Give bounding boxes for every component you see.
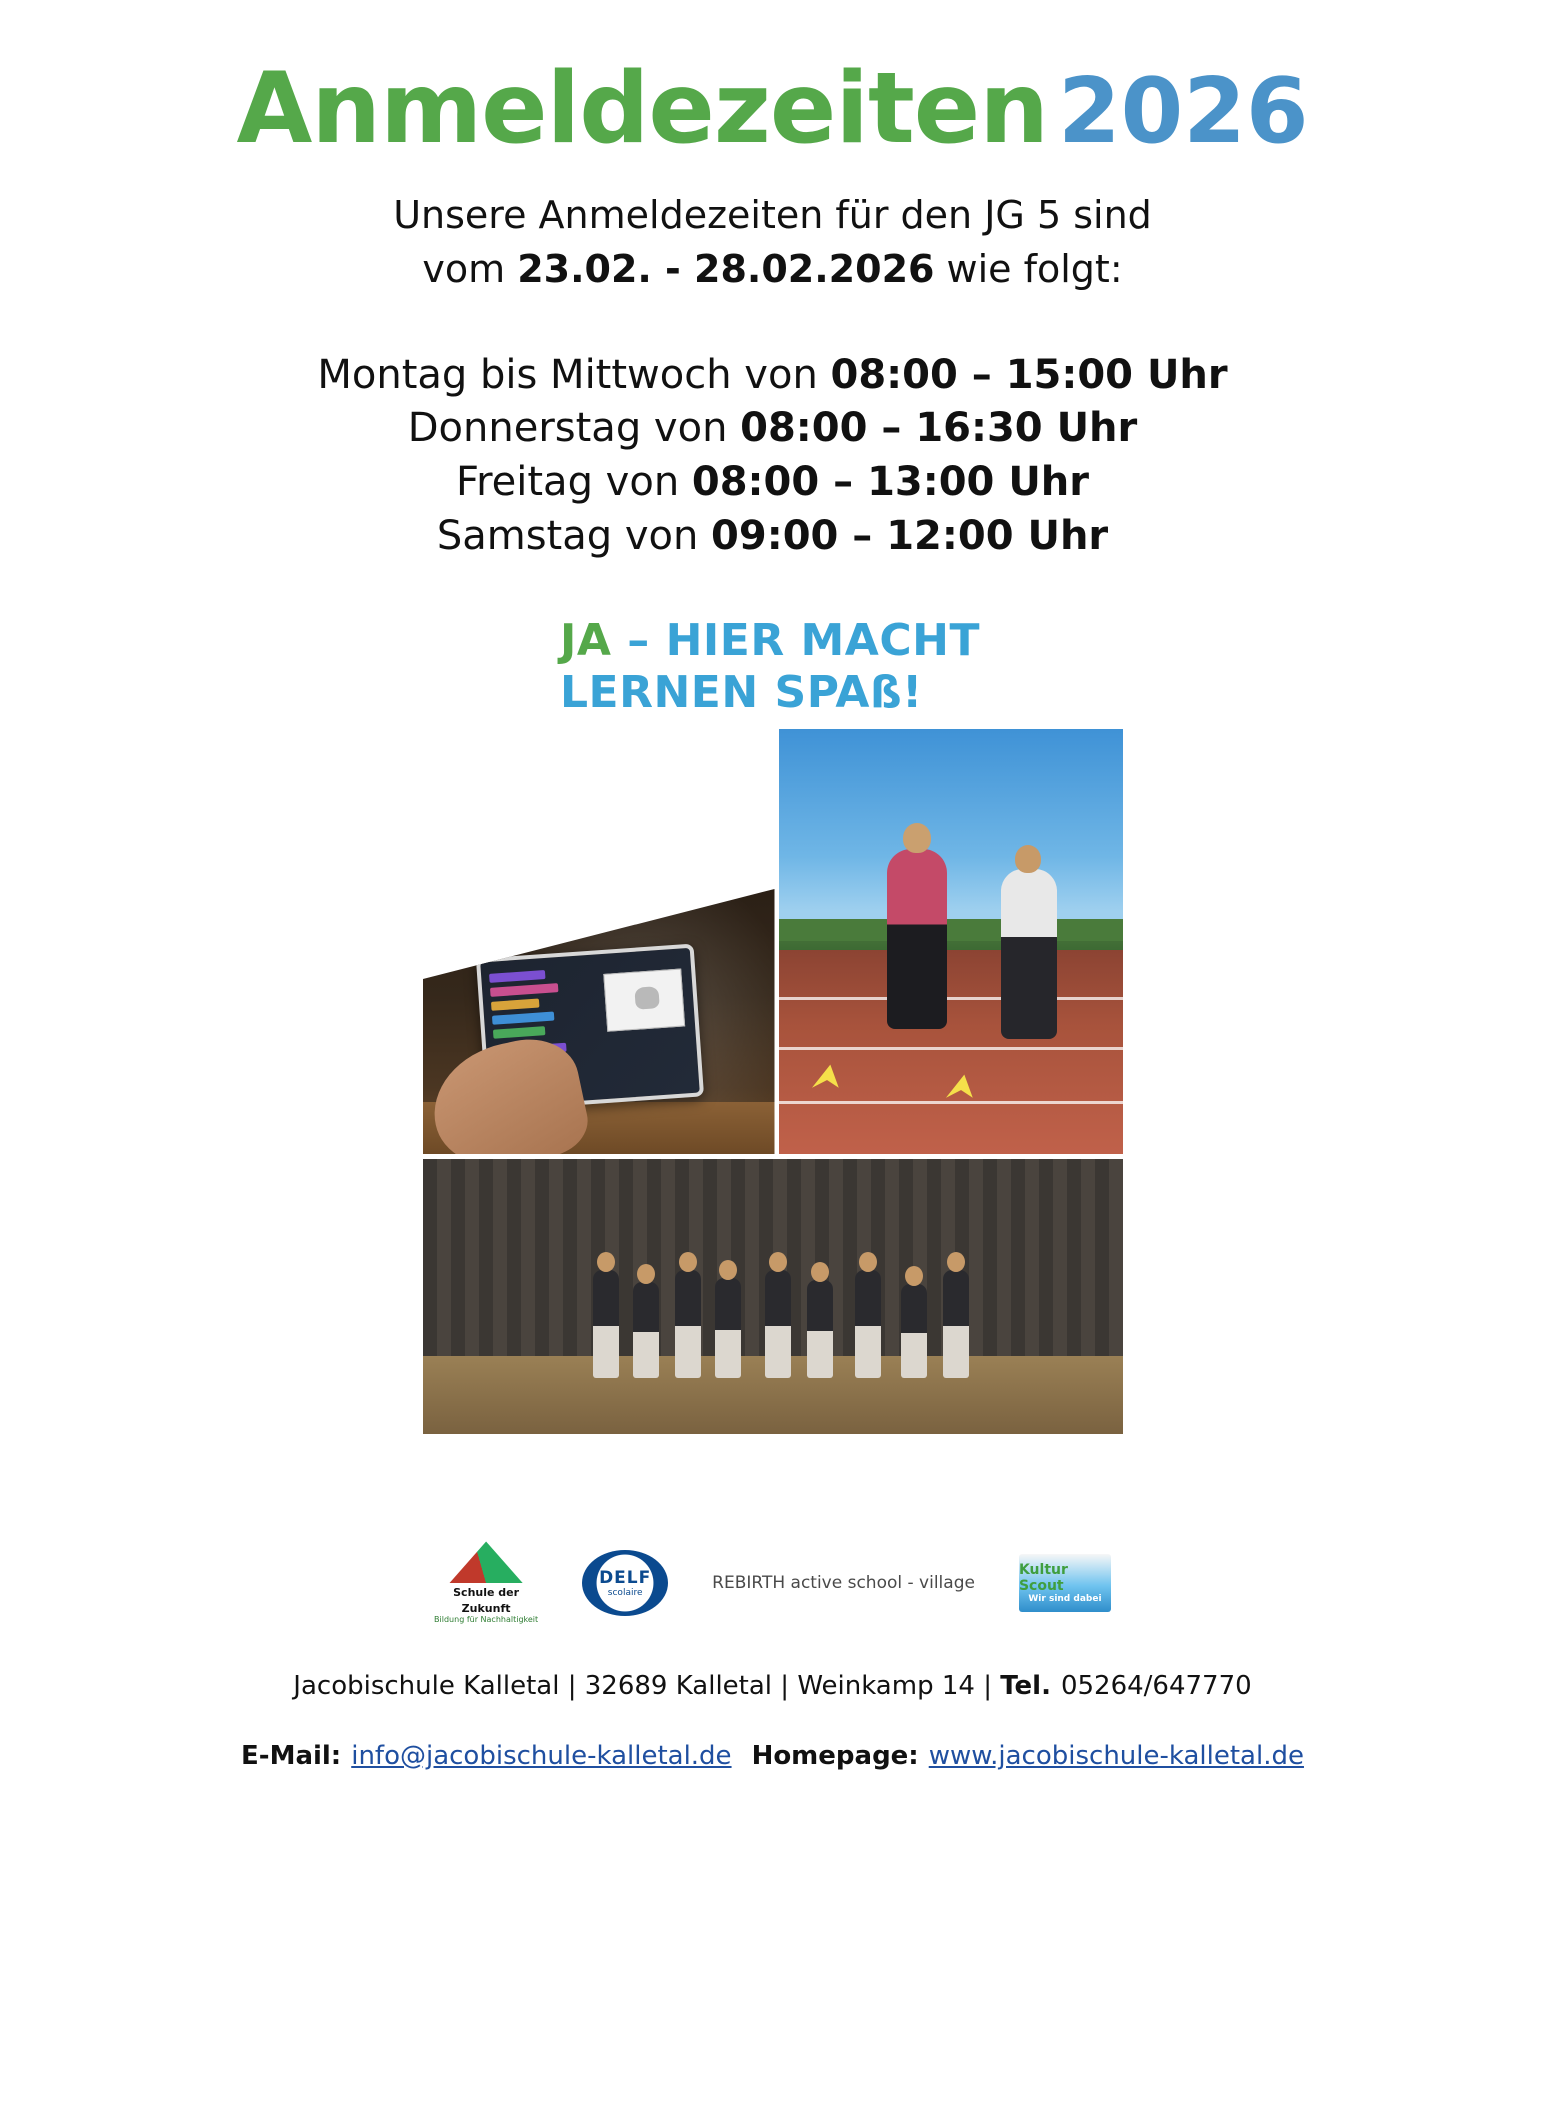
track-lane-line <box>779 997 1123 1000</box>
registration-date-range: 23.02. - 28.02.2026 <box>517 246 935 291</box>
footer-email-label: E-Mail: <box>241 1740 342 1771</box>
dancer-figure <box>807 1280 833 1378</box>
logo-rebirth-text: REBIRTH active school - village <box>712 1572 975 1593</box>
footer-zip-city: 32689 Kalletal <box>584 1670 773 1701</box>
opening-hours-time: 08:00 – 16:30 Uhr <box>740 405 1138 452</box>
page-title-year: 2026 <box>1058 59 1309 164</box>
logo-delf-subtitle: scolaire <box>607 1587 643 1598</box>
dancer-figure <box>901 1284 927 1378</box>
photo-dance-stage <box>423 1159 1123 1434</box>
page-title-green: Anmeldezeiten <box>236 52 1049 166</box>
track-marking: ⮝ <box>810 1058 844 1094</box>
logo-subcaption: Bildung für Nachhaltigkeit <box>434 1615 539 1625</box>
triangle-icon <box>449 1541 523 1583</box>
logo-kultur-title: Kultur Scout <box>1018 1561 1068 1594</box>
logo-caption: Schule der <box>453 1586 520 1600</box>
intro-line-2 <box>60 243 1485 297</box>
opening-hours-row <box>60 349 1485 403</box>
dancer-figure <box>943 1270 969 1378</box>
slogan-line-1 <box>560 615 1485 667</box>
slogan-accent: JA <box>560 615 612 667</box>
runner-figure <box>1001 869 1057 1039</box>
opening-hours-time: 08:00 – 15:00 Uhr <box>830 351 1228 398</box>
track-marking: ⮝ <box>944 1068 978 1104</box>
opening-hours-days: Montag bis Mittwoch von <box>317 351 831 398</box>
footer-school-name: Jacobischule Kalletal <box>293 1670 560 1701</box>
opening-hours-days: Donnerstag von <box>407 405 741 452</box>
footer-tel-value: 05264/647770 <box>1060 1670 1252 1701</box>
logo-kultur-subtitle: Wir sind dabei <box>1028 1593 1102 1604</box>
dancer-figure <box>765 1270 791 1378</box>
seal-icon <box>582 1550 668 1616</box>
footer-sep: | <box>559 1670 585 1701</box>
intro-text <box>60 189 1485 297</box>
poster-page <box>0 52 1545 2113</box>
opening-hours-days: Freitag von <box>455 458 692 505</box>
opening-hours-row <box>60 456 1485 510</box>
logo-kultur-scout <box>1019 1554 1111 1612</box>
intro-line-2-prefix: vom <box>422 246 518 291</box>
opening-hours-row <box>60 510 1485 564</box>
footer-homepage-link[interactable]: www.jacobischule-kalletal.de <box>928 1740 1304 1771</box>
footer-contact-line <box>60 1741 1485 1771</box>
footer-homepage-label: Homepage: <box>751 1740 919 1771</box>
dancer-figure <box>593 1270 619 1378</box>
opening-hours-time: 08:00 – 13:00 Uhr <box>691 458 1089 505</box>
footer-street: Weinkamp 14 <box>797 1670 975 1701</box>
logo-delf-title: DELF <box>599 1567 652 1588</box>
logo-schule-der-zukunft <box>434 1541 538 1624</box>
photo-tablet-coding <box>423 889 775 1154</box>
intro-line-1: Unsere Anmeldezeiten für den JG 5 sind <box>393 192 1152 237</box>
opening-hours-row <box>60 402 1485 456</box>
footer <box>60 1671 1485 1771</box>
partner-logos <box>60 1535 1485 1631</box>
dancer-figure <box>715 1278 741 1378</box>
footer-sep-3: | <box>974 1670 1001 1701</box>
runner-figure <box>887 849 947 1029</box>
photo-running-track <box>779 729 1123 1154</box>
slogan-line-2: LERNEN SPAß! <box>560 667 923 719</box>
opening-hours-list <box>60 349 1485 563</box>
page-title <box>60 52 1485 166</box>
dancer-figure <box>633 1282 659 1378</box>
logo-rebirth-active-school <box>712 1573 975 1593</box>
track-lane-line <box>779 1047 1123 1050</box>
intro-line-2-suffix: wie folgt: <box>934 246 1123 291</box>
opening-hours-days: Samstag von <box>436 512 712 559</box>
opening-hours-time: 09:00 – 12:00 Uhr <box>711 512 1109 559</box>
footer-sep-2: | <box>772 1670 798 1701</box>
footer-email-link[interactable]: info@jacobischule-kalletal.de <box>351 1740 732 1771</box>
dancer-figure <box>855 1270 881 1378</box>
footer-address-line <box>60 1671 1485 1701</box>
slogan-line-1-rest: – HIER MACHT <box>611 615 980 667</box>
dancer-figure <box>675 1270 701 1378</box>
footer-tel-label: Tel. <box>1000 1670 1051 1701</box>
badge-icon <box>1019 1554 1111 1612</box>
logo-delf-scolaire <box>582 1550 668 1616</box>
grass-strip <box>779 919 1123 941</box>
logo-caption-2: Zukunft <box>461 1602 511 1616</box>
slogan <box>60 615 1485 719</box>
photo-collage <box>423 729 1123 1509</box>
